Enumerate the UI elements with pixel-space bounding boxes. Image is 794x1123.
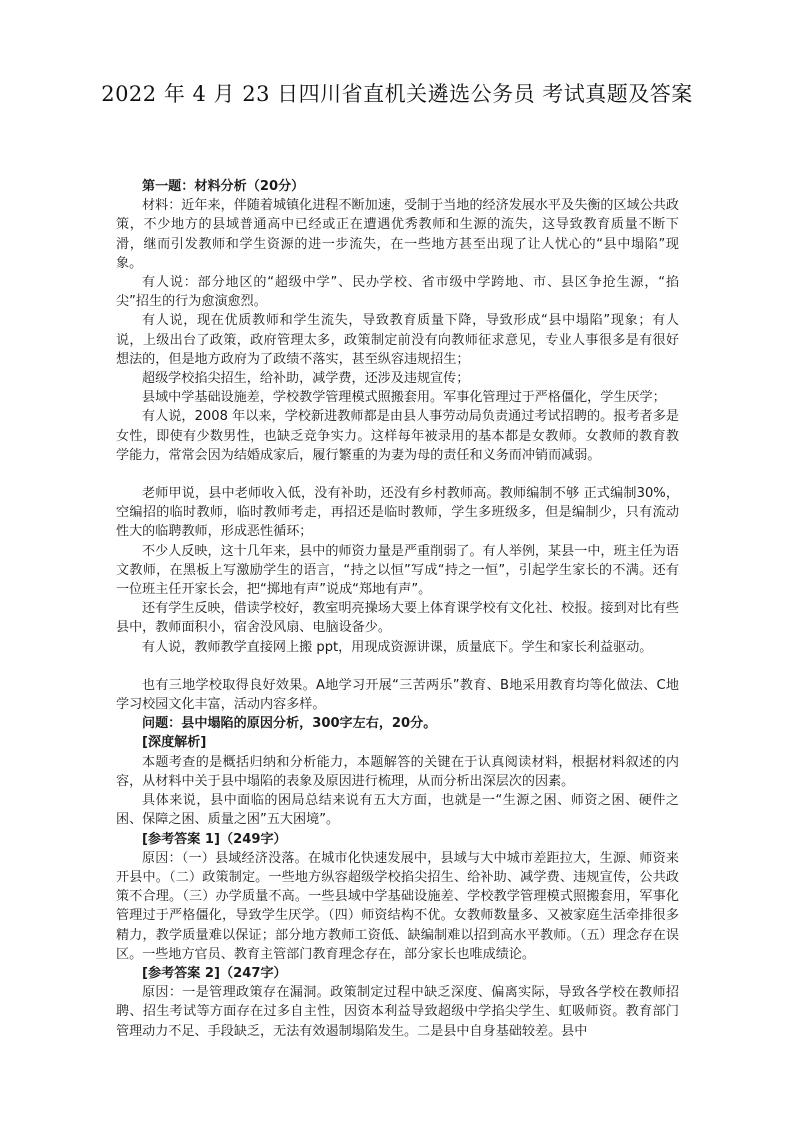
paragraph: 老师甲说，县中老师收入低，没有补助，还没有乡村教师高。教师编制不够 正式编制30%，空编招的临时教师，临时教师考走，再招还是临时教师，学生多班级多，但是编制少，只有流动性大的临聘教师，形成恶性循环； xyxy=(116,486,679,540)
paragraph: 还有学生反映，借读学校好，教室明亮操场大要上体育课学校有文化社、校报。接到对比有些县中，教师面积小，宿舍没风扇、电脑设备少。 xyxy=(116,601,679,636)
document-title: 2022 年 4 月 23 日四川省直机关遴选公务员 考试真题及答案 xyxy=(101,82,693,106)
paragraph-spacer xyxy=(116,465,679,484)
paragraph-spacer xyxy=(116,657,679,676)
paragraph: 具体来说，县中面临的困局总结来说有五大方面，也就是一“生源之困、师资之困、硬件之困、保障之困、质量之困”五大困境”。 xyxy=(116,793,679,828)
paragraph: 有人说，教师教学直接网上搬 ppt，用现成资源讲课，质量底下。学生和家长利益驱动。 xyxy=(142,639,653,655)
paragraph: 材料：近年来，伴随着城镇化进程不断加速，受制于当地的经济发展水平及失衡的区域公共政策，不少地方的县域普通高中已经或正在遭遇优秀教师和生源的流失，这导致教育质量不断下滑，继而引发教师和学生资源的进一步流失，在一些地方甚至出现了让人忧心的“县中塌陷”现象。 xyxy=(116,198,679,271)
paragraph: 县域中学基础设施差，学校教学管理模式照搬套用。军事化管理过于严格僵化，学生厌学； xyxy=(142,390,666,406)
paragraph: 原因：（一）县域经济没落。在城市化快速发展中，县域与大中城市差距拉大，生源、师资来开县中。（二）政策制定。一些地方纵容超级学校掐尖招生、给补助、减学费、违规宣传，公共政策不合理。（三）办学质量不高。一些县域中学基础设施差、学校教学管理模式照搬套用，军事化管理过于严格僵化，导致学生厌学。（四）师资结构不优。女教师数量多、又被家庭生活牵排很多精力，教学质量难以保证；部分地方教师工资低、缺编制难以招到高水平教师。（五）理念存在误区。一些地方官员、教育主管部门教育理念存在，部分家长也唯成绩论。 xyxy=(116,850,679,962)
section-heading: [参考答案 2]（247字） xyxy=(142,965,287,981)
paragraph: 不少人反映，这十几年来，县中的师资力量是严重削弱了。有人举例，某县一中，班主任为语文教师，在黑板上写激励学生的语言，“持之以恒”写成“持之一恒”，引起学生家长的不满。还有一位班主任开家长会，把“掷地有声”说成“郑地有声”。 xyxy=(116,543,679,598)
paragraph: 有人说，2008 年以来，学校新进教师都是由县人事劳动局负责通过考试招聘的。报考者多是女性，即使有少数男性，也缺乏竞争实力。这样每年被录用的基本都是女教师。女教师的教育教学能力，常常会因为结婚成家后，履行繁重的为妻为母的责任和义务而冲销而减弱。 xyxy=(116,409,679,463)
document-body xyxy=(116,177,679,1041)
paragraph: 有人说，现在优质教师和学生流失，导致教育质量下降，导致形成“县中塌陷”现象；有人说，上级出台了政策，政府管理太多，政策制定前没有向教师征求意见，专业人事很多是有很好想法的，但是地方政府为了政绩不落实，甚至纵容违规招生； xyxy=(116,313,679,367)
paragraph: 本题考查的是概括归纳和分析能力，本题解答的关键在于认真阅读材料，根据材料叙述的内容，从材料中关于县中塌陷的表象及原因进行梳理，从而分析出深层次的因素。 xyxy=(116,754,679,789)
paragraph: 有人说：部分地区的“超级中学”、民办学校、省市级中学跨地、市、县区争抢生源，“掐尖”招生的行为愈演愈烈。 xyxy=(116,275,679,310)
paragraph: 也有三地学校取得良好效果。A地学习开展“三苦两乐”教育、B地采用教育均等化做法、C地学习校园文化丰富，活动内容多样。 xyxy=(116,677,679,713)
paragraph: 超级学校掐尖招生，给补助，减学费，还涉及违规宣传； xyxy=(142,371,470,387)
section-heading: [深度解析] xyxy=(142,735,207,751)
section-heading: 问题：县中塌陷的原因分析，300字左右，20分。 xyxy=(142,716,437,732)
section-heading: [参考答案 1]（249字） xyxy=(142,831,287,847)
section-heading: 第一题：材料分析（20分） xyxy=(142,179,305,194)
paragraph: 原因：一是管理政策存在漏洞。政策制定过程中缺乏深度、偏离实际，导致各学校在教师招聘、招生考试等方面存在过多自主性，因资本利益导致超级中学掐尖学生、虹吸师资。教育部门管理动力不足、手段缺乏，无法有效遏制塌陷发生。二是县中自身基础较差。县中 xyxy=(116,985,679,1039)
